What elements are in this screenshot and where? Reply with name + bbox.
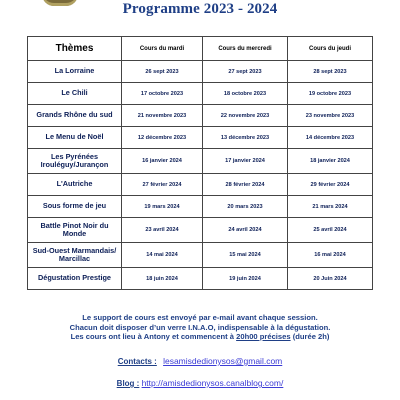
table-row: [28, 174, 373, 196]
note-start-time: 20h00 précises: [236, 332, 291, 341]
theme-cell: Sous forme de jeu: [28, 196, 122, 218]
table-row: [28, 127, 373, 149]
date-cell: 14 décembre 2023: [288, 127, 373, 149]
date-cell: 12 décembre 2023: [122, 127, 203, 149]
note-line-3-prefix: Les cours ont lieu à Antony et commencent à: [70, 332, 237, 341]
theme-cell: Les Pyrénées Irouléguy/Jurançon: [28, 149, 122, 174]
date-cell: 17 janvier 2024: [203, 149, 288, 174]
info-notes: [0, 313, 400, 342]
contacts-label: Contacts :: [117, 357, 157, 366]
theme-cell: L'Autriche: [28, 174, 122, 196]
page-title: Programme 2023 - 2024: [122, 1, 278, 17]
note-line-3: [0, 332, 400, 342]
theme-cell: Grands Rhône du sud: [28, 105, 122, 127]
table-row: [28, 268, 373, 290]
theme-cell: Le Chili: [28, 83, 122, 105]
date-cell: 27 sept 2023: [203, 61, 288, 83]
date-cell: 23 novembre 2023: [288, 105, 373, 127]
date-cell: 28 sept 2023: [288, 61, 373, 83]
header-jeudi: Cours du jeudi: [288, 37, 373, 61]
table-row: [28, 218, 373, 243]
date-cell: 16 mai 2024: [288, 243, 373, 268]
date-cell: 18 octobre 2023: [203, 83, 288, 105]
contact-email-link[interactable]: lesamisdedionysos@gmail.com: [163, 356, 283, 366]
date-cell: 17 octobre 2023: [122, 83, 203, 105]
date-cell: 19 juin 2024: [203, 268, 288, 290]
date-cell: 21 novembre 2023: [122, 105, 203, 127]
blog-label: Blog :: [116, 379, 140, 388]
header-mercredi: Cours du mercredi: [203, 37, 288, 61]
theme-cell: Battle Pinot Noir du Monde: [28, 218, 122, 243]
date-cell: 18 juin 2024: [122, 268, 203, 290]
header-themes: Thèmes: [28, 37, 122, 61]
note-line-1: Le support de cours est envoyé par e-mail avant chaque session.: [82, 313, 318, 322]
theme-cell: Dégustation Prestige: [28, 268, 122, 290]
date-cell: 23 avril 2024: [122, 218, 203, 243]
date-cell: 18 janvier 2024: [288, 149, 373, 174]
table-row: [28, 243, 373, 268]
date-cell: 24 avril 2024: [203, 218, 288, 243]
date-cell: 14 mai 2024: [122, 243, 203, 268]
theme-cell: Le Menu de Noël: [28, 127, 122, 149]
table-row: [28, 196, 373, 218]
date-cell: 22 novembre 2023: [203, 105, 288, 127]
date-cell: 19 mars 2024: [122, 196, 203, 218]
blog-url-link[interactable]: http://amisdedionysos.canalblog.com/: [141, 378, 284, 388]
table-header-row: [28, 37, 373, 61]
table-row: [28, 149, 373, 174]
date-cell: 19 octobre 2023: [288, 83, 373, 105]
theme-cell: La Lorraine: [28, 61, 122, 83]
table-row: [28, 83, 373, 105]
date-cell: 16 janvier 2024: [122, 149, 203, 174]
blog-line: [0, 378, 400, 388]
note-line-3-suffix: (durée 2h): [290, 332, 330, 341]
date-cell: 20 mars 2023: [203, 196, 288, 218]
date-cell: 15 mai 2024: [203, 243, 288, 268]
date-cell: 13 décembre 2023: [203, 127, 288, 149]
date-cell: 28 février 2024: [203, 174, 288, 196]
date-cell: 29 février 2024: [288, 174, 373, 196]
table-row: [28, 105, 373, 127]
table-row: [28, 61, 373, 83]
header-mardi: Cours du mardi: [122, 37, 203, 61]
date-cell: 27 février 2024: [122, 174, 203, 196]
note-line-2: Chacun doit disposer d’un verre I.N.A.O, indispensable à la dégustation.: [69, 322, 331, 332]
date-cell: 26 sept 2023: [122, 61, 203, 83]
theme-cell: Sud-Ouest Marmandais/ Marcillac: [28, 243, 122, 268]
programme-table: [27, 36, 373, 290]
contacts-line: [0, 356, 400, 366]
date-cell: 25 avril 2024: [288, 218, 373, 243]
date-cell: 21 mars 2024: [288, 196, 373, 218]
date-cell: 20 Juin 2024: [288, 268, 373, 290]
